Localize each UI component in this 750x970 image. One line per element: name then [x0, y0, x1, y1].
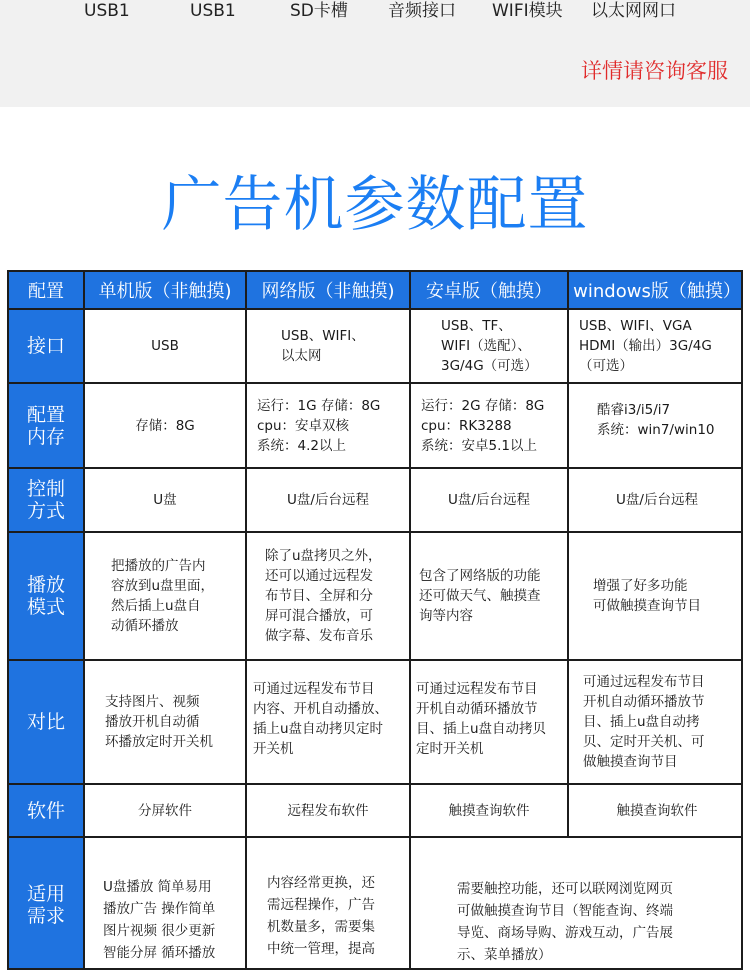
cell-text: U盘/后台远程	[616, 492, 698, 508]
header-config	[9, 272, 85, 310]
cell-text: 支持图片、视频 播放开机自动循 环播放定时开关机	[105, 694, 213, 750]
cell-text: 触摸查询软件	[616, 802, 698, 819]
cell-text: 把播放的广告内 容放到u盘里面， 然后插上u盘自 动循环播放	[111, 558, 215, 634]
cell-text: 可通过远程发布节目 开机自动循环播放节 目、插上u盘自动拷贝 定时开关机	[416, 681, 547, 757]
header-android	[411, 272, 569, 310]
header-label: 安卓版（触摸）	[426, 281, 552, 302]
cell-text: 包含了网络版的功能 还可做天气、触摸查 询等内容	[419, 568, 541, 624]
table-cell	[411, 838, 743, 970]
row-label: 接口	[26, 335, 65, 357]
port-label: 以太网网口	[591, 1, 676, 21]
row-label: 对比	[26, 711, 65, 733]
header-network	[247, 272, 411, 310]
header-label: 单机版（非触摸)	[98, 281, 232, 302]
header-standalone	[85, 272, 247, 310]
table-cell	[85, 310, 247, 384]
port-label: USB1	[84, 1, 130, 21]
table-cell	[411, 661, 569, 785]
header-windows	[569, 272, 743, 310]
port-label: WIFI模块	[492, 1, 563, 21]
cell-text: 存储：8G	[135, 417, 195, 434]
cell-text: 增强了好多功能 可做触摸查询节目	[593, 578, 701, 614]
cell-text: 远程发布软件	[287, 802, 369, 819]
table-cell	[85, 469, 247, 533]
page-title: 广告机参数配置	[161, 170, 589, 240]
table-cell	[247, 661, 411, 785]
cell-text: U盘	[153, 492, 177, 508]
table-cell	[411, 384, 569, 469]
table-cell	[569, 310, 743, 384]
port-info-banner	[0, 0, 750, 107]
table-cell	[569, 533, 743, 661]
row-label-software	[9, 785, 85, 838]
row-label: 播放 模式	[26, 574, 65, 618]
table-cell	[247, 310, 411, 384]
row-label: 控制 方式	[26, 478, 65, 522]
row-label-use-case	[9, 838, 85, 970]
table-cell	[569, 661, 743, 785]
table-cell	[411, 533, 569, 661]
table-cell	[85, 661, 247, 785]
cell-text: 触摸查询软件	[448, 802, 530, 819]
row-label-playback	[9, 533, 85, 661]
table-cell	[411, 469, 569, 533]
port-label: SD卡槽	[290, 1, 348, 21]
spec-table	[7, 270, 743, 970]
cell-text: USB、WIFI、 以太网	[281, 328, 365, 364]
row-label-interface	[9, 310, 85, 384]
table-cell	[569, 384, 743, 469]
row-label-comparison	[9, 661, 85, 785]
row-label-control	[9, 469, 85, 533]
table-cell	[85, 838, 247, 970]
cell-text: U盘/后台远程	[287, 492, 369, 508]
cell-text: 酷睿i3/i5/i7 系统：win7/win10	[597, 402, 715, 438]
consult-service-note: 详情请咨询客服	[581, 59, 728, 83]
row-label: 适用 需求	[26, 883, 65, 927]
table-cell	[85, 533, 247, 661]
header-label: 网络版（非触摸)	[261, 281, 395, 302]
table-cell	[85, 384, 247, 469]
cell-text: 分屏软件	[138, 802, 192, 819]
table-cell	[247, 384, 411, 469]
table-cell	[569, 469, 743, 533]
cell-text: 可通过远程发布节目 内容、开机自动播放、 插上u盘自动拷贝定时 开关机	[253, 681, 388, 757]
table-cell	[85, 785, 247, 838]
row-label-memory	[9, 384, 85, 469]
table-cell	[247, 469, 411, 533]
cell-text: 可通过远程发布节目 开机自动循环播放节 目、插上u盘自动拷 贝、定时开关机、可 做触摸查询节目	[583, 674, 705, 770]
table-cell	[411, 310, 569, 384]
cell-text: USB、TF、 WIFI（选配）、 3G/4G（可选）	[441, 318, 538, 374]
cell-text: U盘/后台远程	[448, 492, 530, 508]
row-label: 软件	[26, 799, 65, 822]
table-cell	[247, 533, 411, 661]
cell-text: USB	[151, 338, 179, 354]
cell-text: 运行：1G 存储：8G cpu：安卓双核 系统：4.2以上	[257, 397, 381, 454]
table-cell	[247, 838, 411, 970]
header-label: 配置	[28, 281, 64, 302]
table-cell	[247, 785, 411, 838]
cell-text: 需要触控功能，还可以联网浏览网页 可做触摸查询节目（智能查询、终端 导览、商场导购、游戏互动，广告展 示、菜单播放）	[457, 881, 673, 963]
cell-text: U盘播放 简单易用 播放广告 操作简单 图片视频 很少更新 智能分屏 循环播放	[103, 879, 216, 961]
cell-text: 内容经常更换，还 需远程操作，广告 机数量多，需要集 中统一管理，提高	[267, 875, 375, 957]
cell-text: 运行：2G 存储：8G cpu：RK3288 系统：安卓5.1以上	[421, 397, 545, 454]
header-label: windows版（触摸）	[573, 281, 741, 302]
table-cell	[411, 785, 569, 838]
row-label: 配置 内存	[26, 403, 65, 448]
port-label: 音频接口	[388, 1, 456, 21]
cell-text: 除了u盘拷贝之外， 还可以通过远程发 布节目、全屏和分 屏可混合播放，可 做字幕、发布音乐	[265, 548, 382, 644]
port-label: USB1	[190, 1, 236, 21]
table-cell	[569, 785, 743, 838]
cell-text: USB、WIFI、VGA HDMI（输出）3G/4G （可选）	[579, 318, 712, 374]
